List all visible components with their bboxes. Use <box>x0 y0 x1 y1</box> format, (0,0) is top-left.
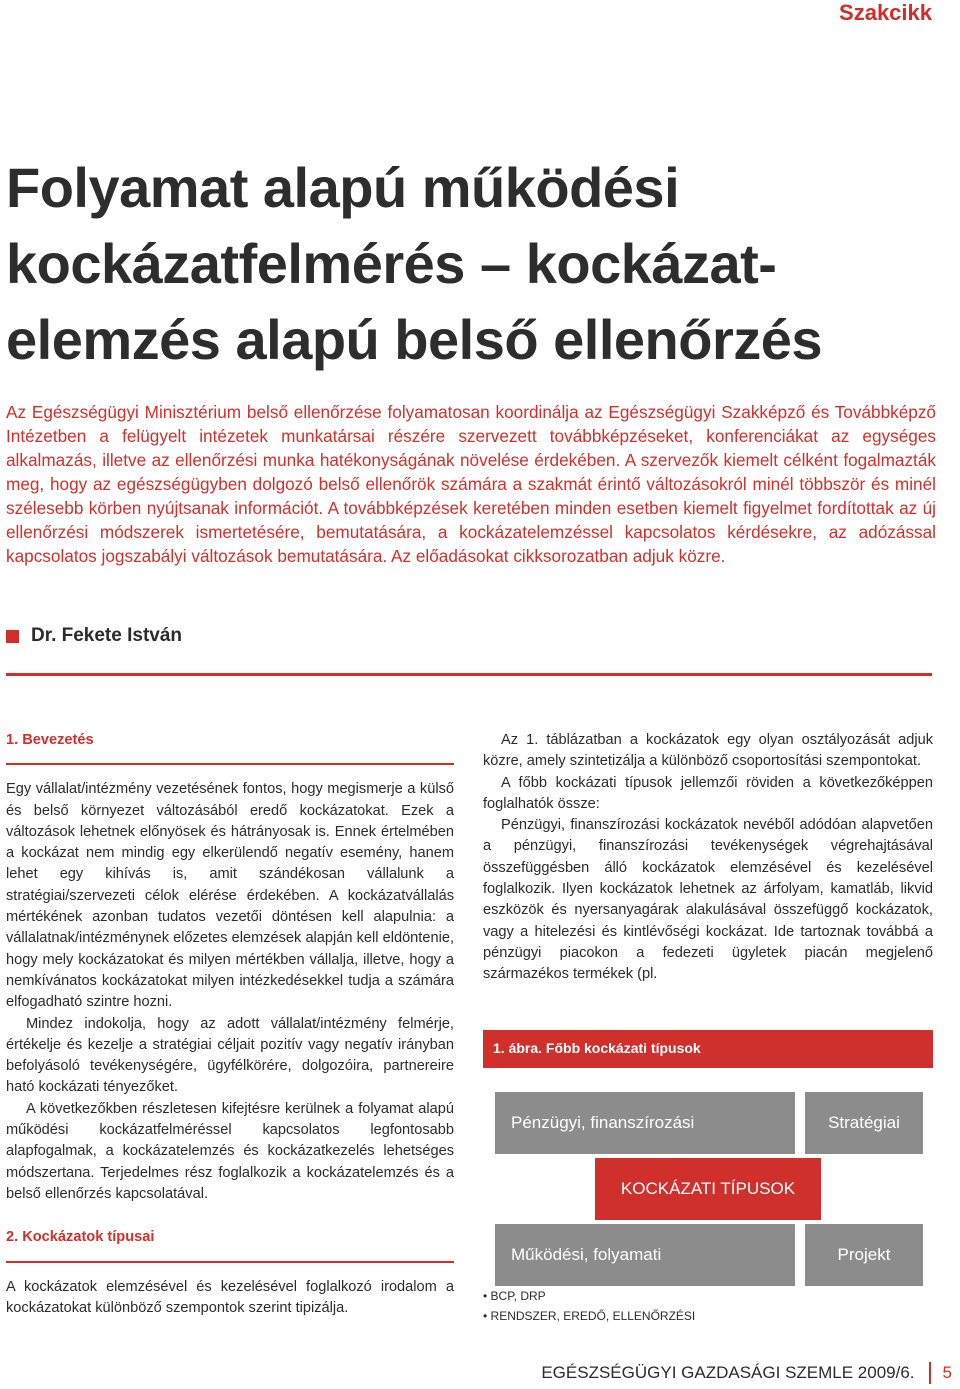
paragraph: A kockázatok elemzésével és kezelésével foglalkozó irodalom a kockázatokat különböző szempontok szerint tipizálja. <box>6 1278 454 1316</box>
section-heading-risk-types: 2. Kockázatok típusai <box>6 1227 454 1262</box>
box-financial: Pénzügyi, finanszírozási <box>495 1092 795 1154</box>
box-risk-types-center: KOCKÁZATI TÍPUSOK <box>595 1158 821 1220</box>
lead-paragraph: Az Egészségügyi Minisztérium belső ellenőrzése folyamatosan koordinálja az Egészségügyi Szakképző és Továbbképző Intézetben a felügyelt intézetek munkatársai részére szervezett továbbképzéseket, konferenciákat az egységes alkalmazás, illetve az ellenőrzési munka hatékonyságának növelése érdekében. A szervezők kiemelt célként fogalmazták meg, hogy az egészségügyben dolgozó belső ellenőrök számára a szakmát érintő változásokról minél többször és minél szélesebb körben nyújtsanak információt. A továbbképzések keretében minden esetben kiemelt figyelmet fordítottak az új ellenőrzési módszerek ismertetésére, bemutatására, a kockázatelemzéssel kapcsolatos kérdésekre, az adózással kapcsolatos jogszabályi változások bemutatására. Az előadásokat cikksorozatban adjuk közre. <box>6 402 936 566</box>
author-name: Dr. Fekete István <box>31 625 183 646</box>
paragraph: Mindez indokolja, hogy az adott vállalat/intézmény felmérje, értékelje és kezelje a stratégiai céljait pozitív vagy negatív irányban befolyásoló tevékenységére, ügyfélkörére, dolgozóira, partnereire ható kockázati tényezőket. <box>6 1015 454 1096</box>
footer-divider <box>929 1362 931 1384</box>
left-column <box>6 730 454 1319</box>
separator-rule <box>6 673 932 676</box>
article-title <box>6 150 936 378</box>
right-column <box>483 730 933 986</box>
figure-caption: 1. ábra. Főbb kockázati típusok <box>483 1030 933 1068</box>
figure-bullets <box>483 1286 695 1326</box>
paragraph: Pénzügyi, finanszírozási kockázatok nevéből adódóan alapvetően a pénzügyi, finanszírozási tevékenységek végrehajtásával összefüggésben álló kockázatok elemzésével és kezelésével foglalkozik. Ilyen kockázatok lehetnek az árfolyam, kamatláb, likvid eszközök és nyersanyagárak alakulásával összefüggő kockázatok, vagy a hitelezési és kintlévőségi kockázat. Ide tartoznak továbbá a pénzügyi piacokon a fedezeti ügyletek piacán megjelenő származékos termékek (pl. <box>483 817 933 983</box>
section-heading-introduction: 1. Bevezetés <box>6 730 454 765</box>
list-item: • BCP, DRP <box>483 1289 546 1303</box>
paragraph: Az 1. táblázatban a kockázatok egy olyan osztályozását adjuk közre, amely szintetizálja a különböző csoportosítási szempontokat. <box>483 732 933 770</box>
figure-risk-types <box>483 1030 933 1342</box>
red-square-bullet-icon <box>6 630 19 643</box>
box-operational: Működési, folyamati <box>495 1224 795 1286</box>
paragraph: A következőkben részletesen kifejtésre kerülnek a folyamat alapú működési kockázatfelméréssel kapcsolatos legfontosabb alapfogalmak, a kockázatelemzés és kockázatkezelés lehetséges módszertana. Terjedelmes rész foglalkozik a kockázatelemzés és a belső ellenőrzés kapcsolatával. <box>6 1100 454 1202</box>
paragraph: Egy vállalat/intézmény vezetésének fontos, hogy megismerje a külső és belső környezet változásából eredő kockázatokat. Ezek a változások lehetnek előnyösek és hátrányosak is. Ennek értelmében a kockázat nem mindig egy elkerülendő negatív esemény, hanem lehet egy kihívás is, amit szándékosan vállalunk a stratégiai/szervezeti célok elérése érdekében. A kockázatvállalás mértékének azonban tudatos vezetői döntésen kell alapulnia: a vállalatnak/intézménynek előzetes elemzések alapján kell eldöntenie, hogy mely kockázatokat és milyen mértékben vállalja, illetve, hogy a nemkívánatos kockázatokat milyen intézkedésekkel tudja a számára elfogadható szintre hozni. <box>6 781 454 1011</box>
page-number: 5 <box>942 1363 952 1382</box>
section-tag: Szakcikk <box>839 0 932 25</box>
author-line <box>6 625 182 647</box>
page-footer <box>541 1362 952 1384</box>
box-strategic: Stratégiai <box>805 1092 923 1154</box>
title-line-1: Folyamat alapú működési <box>6 156 680 219</box>
title-line-2: kockázatfelmérés – kockázat- <box>6 232 777 295</box>
list-item: • RENDSZER, EREDŐ, ELLENŐRZÉSI <box>483 1309 696 1323</box>
journal-name: EGÉSZSÉGÜGYI GAZDASÁGI SZEMLE 2009/6. <box>541 1363 915 1382</box>
title-line-3: elemzés alapú belső ellenőrzés <box>6 308 823 371</box>
box-project: Projekt <box>805 1224 923 1286</box>
paragraph: A főbb kockázati típusok jellemzői röviden a következőképpen foglalhatók össze: <box>483 774 933 812</box>
